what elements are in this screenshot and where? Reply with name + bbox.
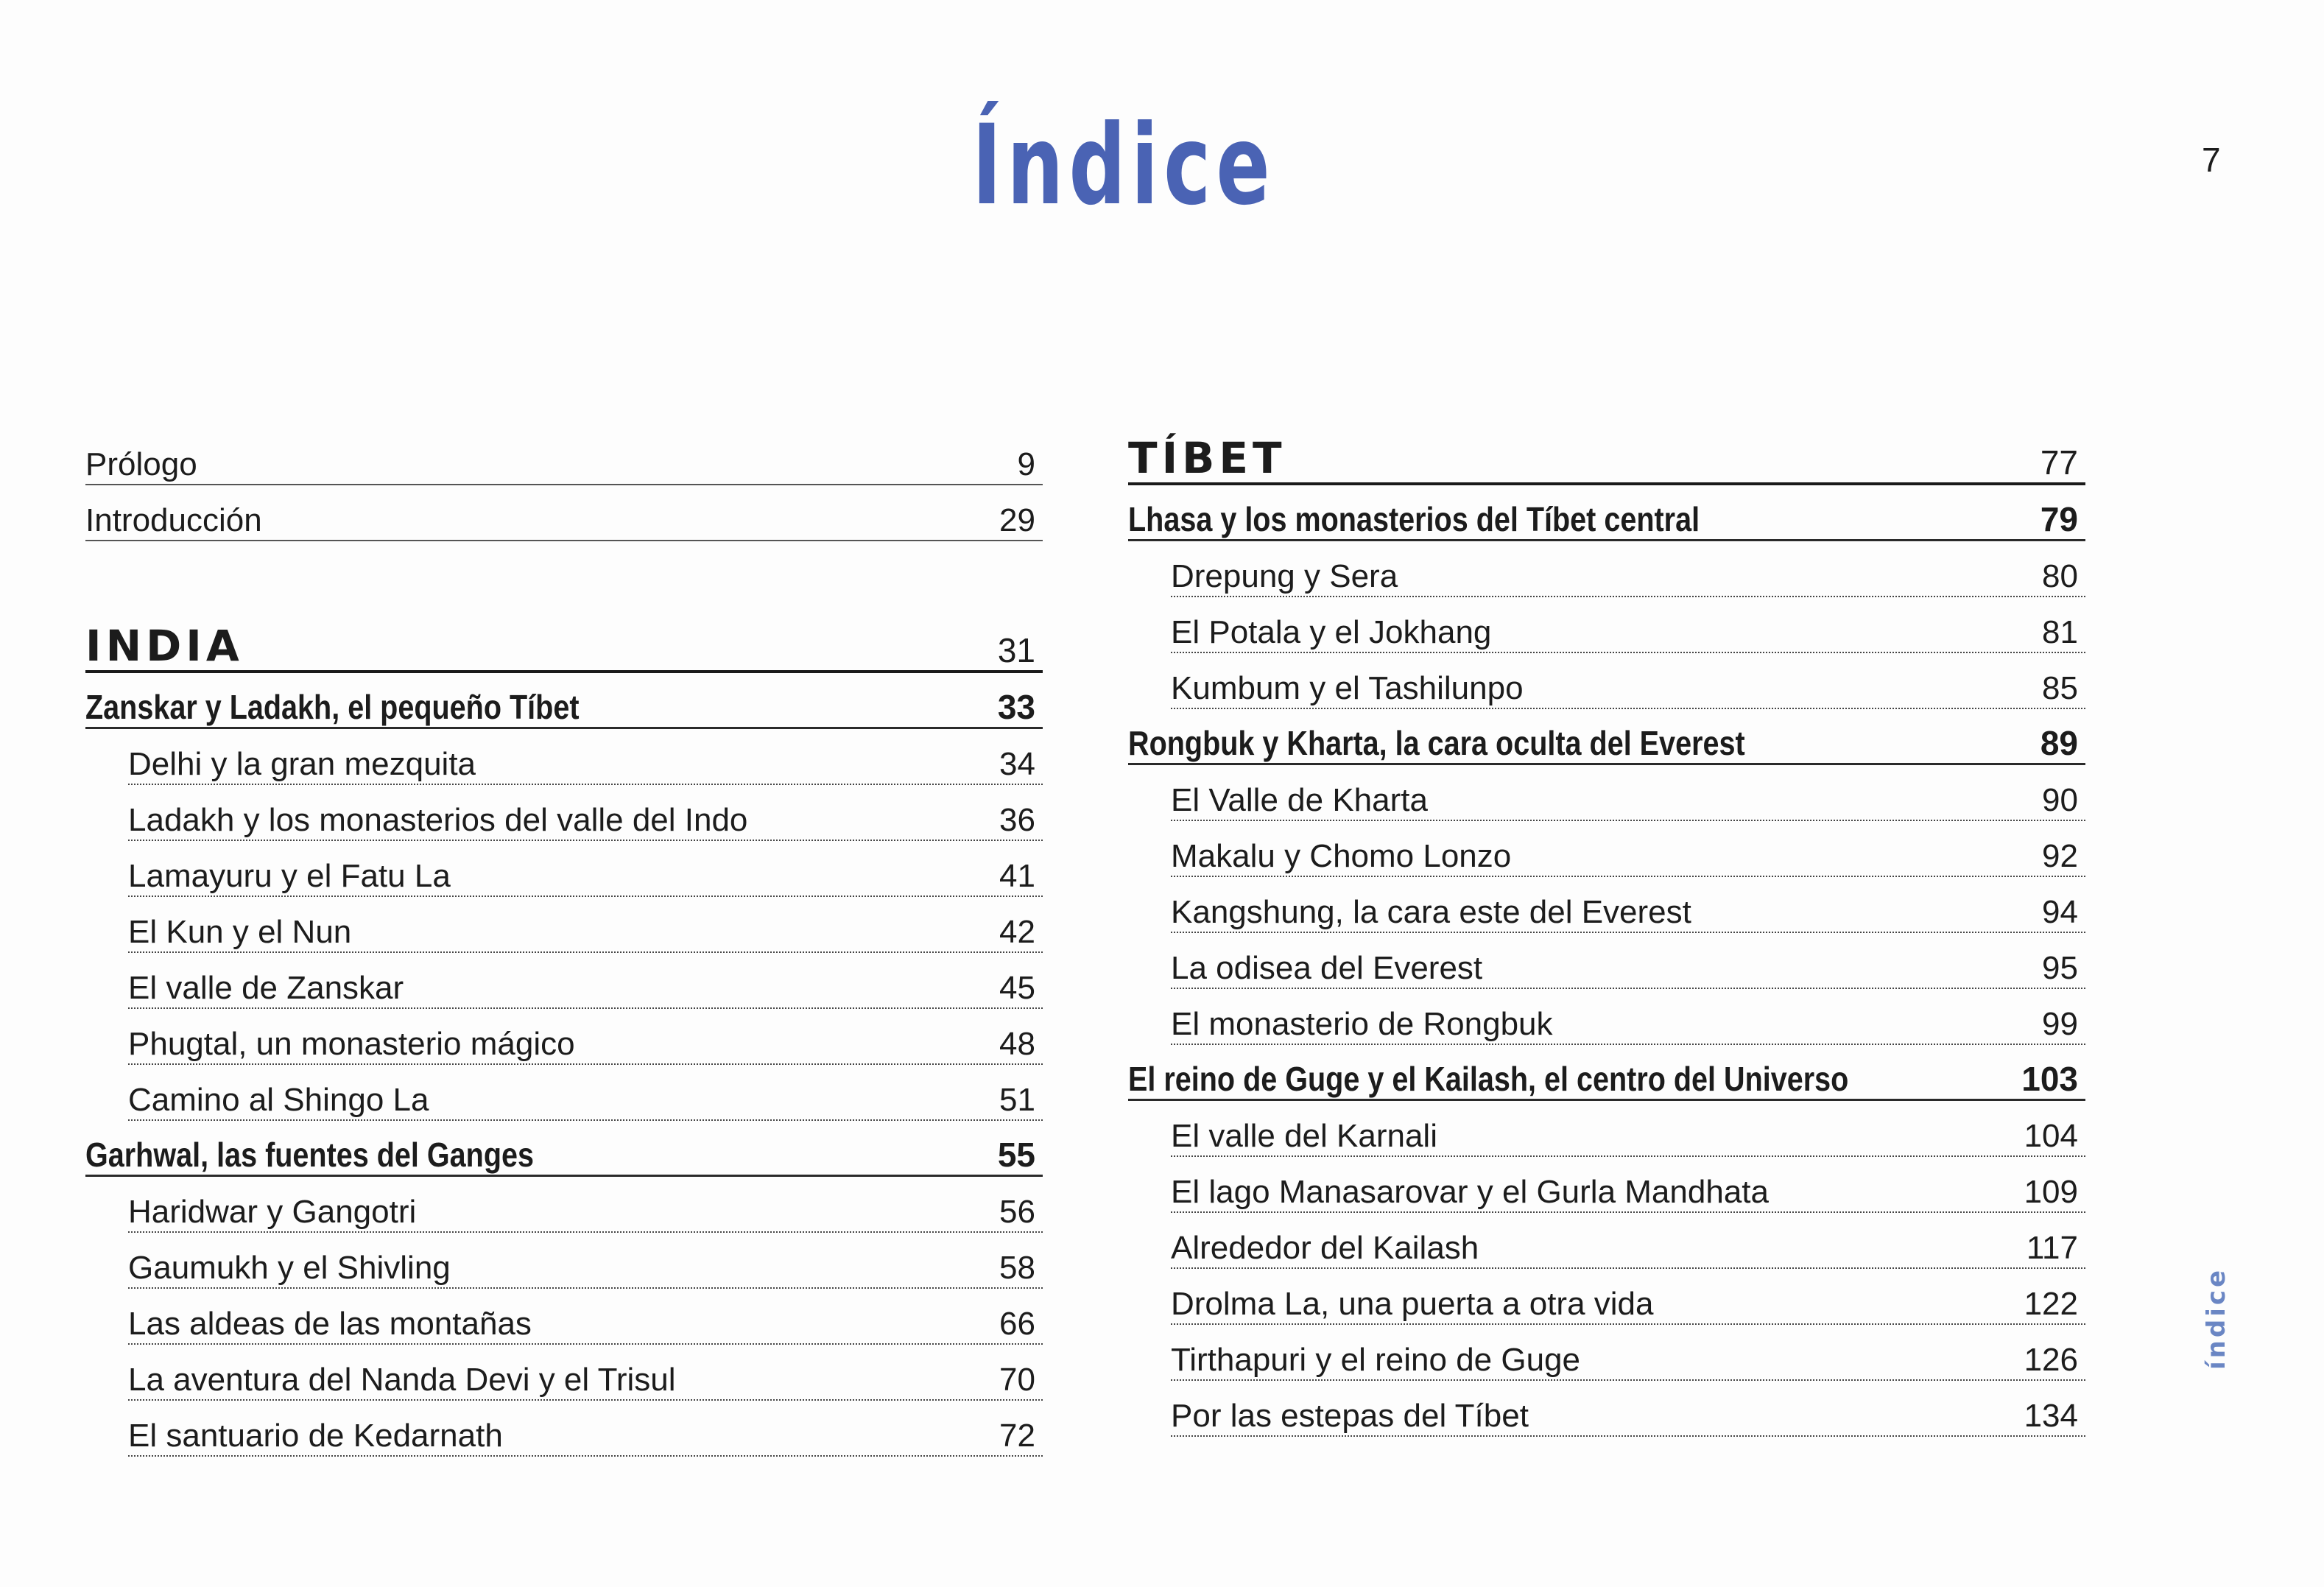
entry-title: Makalu y Chomo Lonzo <box>1171 838 1512 874</box>
entry-page: 90 <box>2042 782 2078 818</box>
entry-page: 45 <box>999 970 1035 1006</box>
page-title: Índice <box>972 102 1275 230</box>
toc-right-entries <box>1128 485 2085 1437</box>
entry-page: 33 <box>997 688 1035 726</box>
toc-entry[interactable] <box>85 429 1043 485</box>
entry-title: Kangshung, la cara este del Everest <box>1171 894 1691 930</box>
toc-subentry[interactable] <box>128 841 1043 897</box>
entry-page: 29 <box>999 502 1035 538</box>
entry-page: 51 <box>999 1082 1035 1118</box>
toc-subentry[interactable] <box>128 1345 1043 1401</box>
toc-subentry[interactable] <box>1171 1269 2085 1325</box>
toc-subentry[interactable] <box>1171 653 2085 709</box>
entry-title: Haridwar y Gangotri <box>128 1194 417 1230</box>
section-page: 31 <box>997 631 1035 669</box>
entry-page: 48 <box>999 1026 1035 1062</box>
toc-chapter-entry[interactable] <box>85 673 1043 729</box>
toc-subentry[interactable] <box>1171 821 2085 877</box>
entry-title: Prólogo <box>85 446 197 482</box>
entry-title: Lamayuru y el Fatu La <box>128 858 451 894</box>
entry-page: 117 <box>2026 1230 2078 1266</box>
toc-subentry[interactable] <box>128 897 1043 953</box>
entry-page: 79 <box>2040 500 2078 538</box>
toc-subentry[interactable] <box>1171 1325 2085 1381</box>
entry-title: Zanskar y Ladakh, el pequeño Tíbet <box>85 688 580 726</box>
entry-page: 103 <box>2021 1060 2078 1098</box>
toc-subentry[interactable] <box>128 1177 1043 1233</box>
entry-page: 134 <box>2024 1398 2078 1434</box>
entry-title: Drolma La, una puerta a otra vida <box>1171 1286 1654 1322</box>
entry-page: 92 <box>2042 838 2078 874</box>
entry-title: Por las estepas del Tíbet <box>1171 1398 1529 1434</box>
entry-title: Phugtal, un monasterio mágico <box>128 1026 575 1062</box>
entry-page: 70 <box>999 1362 1035 1398</box>
entry-page: 66 <box>999 1306 1035 1342</box>
toc-subentry[interactable] <box>128 729 1043 785</box>
side-running-label: índice <box>2202 1267 2231 1370</box>
toc-subentry[interactable] <box>1171 541 2085 597</box>
toc-subentry[interactable] <box>1171 1157 2085 1213</box>
toc-subentry[interactable] <box>128 785 1043 841</box>
entry-title: La odisea del Everest <box>1171 950 1483 986</box>
toc-subentry[interactable] <box>1171 597 2085 653</box>
toc-subentry[interactable] <box>1171 933 2085 989</box>
toc-left-entries <box>85 673 1043 1457</box>
entry-page: 34 <box>999 746 1035 782</box>
entry-title: Gaumukh y el Shivling <box>128 1250 451 1286</box>
toc-subentry[interactable] <box>1171 765 2085 821</box>
entry-title: Tirthapuri y el reino de Guge <box>1171 1342 1580 1378</box>
entry-title: Las aldeas de las montañas <box>128 1306 532 1342</box>
entry-page: 126 <box>2024 1342 2078 1378</box>
entry-page: 55 <box>997 1136 1035 1174</box>
entry-page: 72 <box>999 1418 1035 1454</box>
toc-chapter-entry[interactable] <box>1128 1045 2085 1101</box>
toc-chapter-entry[interactable] <box>85 1121 1043 1177</box>
entry-page: 58 <box>999 1250 1035 1286</box>
section-title: TÍBET <box>1128 433 1286 483</box>
entry-title: Lhasa y los monasterios del Tíbet central <box>1128 500 1700 538</box>
entry-page: 36 <box>999 802 1035 838</box>
entry-title: El Kun y el Nun <box>128 914 352 950</box>
toc-subentry[interactable] <box>1171 1101 2085 1157</box>
entry-title: Ladakh y los monasterios del valle del Indo <box>128 802 748 838</box>
entry-title: El Valle de Kharta <box>1171 782 1428 818</box>
entry-title: La aventura del Nanda Devi y el Trisul <box>128 1362 676 1398</box>
entry-page: 94 <box>2042 894 2078 930</box>
toc-subentry[interactable] <box>1171 989 2085 1045</box>
toc-subentry[interactable] <box>1171 877 2085 933</box>
entry-page: 99 <box>2042 1006 2078 1042</box>
entry-page: 81 <box>2042 614 2078 650</box>
entry-title: Rongbuk y Kharta, la cara oculta del Everest <box>1128 724 1745 762</box>
entry-page: 89 <box>2040 724 2078 762</box>
entry-title: El lago Manasarovar y el Gurla Mandhata <box>1171 1174 1769 1210</box>
toc-chapter-entry[interactable] <box>1128 709 2085 765</box>
entry-title: El Potala y el Jokhang <box>1171 614 1492 650</box>
entry-title: Delhi y la gran mezquita <box>128 746 476 782</box>
toc-section-heading[interactable] <box>1128 429 2085 485</box>
entry-title: Drepung y Sera <box>1171 558 1398 594</box>
entry-title: El santuario de Kedarnath <box>128 1418 503 1454</box>
entry-page: 42 <box>999 914 1035 950</box>
toc-subentry[interactable] <box>128 1233 1043 1289</box>
toc-subentry[interactable] <box>128 1065 1043 1121</box>
toc-subentry[interactable] <box>128 1009 1043 1065</box>
toc-entry[interactable] <box>85 485 1043 541</box>
section-page: 77 <box>2040 443 2078 482</box>
entry-title: Camino al Shingo La <box>128 1082 429 1118</box>
toc-subentry[interactable] <box>1171 1381 2085 1437</box>
page-number: 7 <box>2202 141 2221 179</box>
entry-page: 9 <box>1017 446 1035 482</box>
toc-section-heading[interactable] <box>85 617 1043 673</box>
entry-page: 95 <box>2042 950 2078 986</box>
entry-title: El monasterio de Rongbuk <box>1171 1006 1553 1042</box>
entry-page: 41 <box>999 858 1035 894</box>
entry-title: Kumbum y el Tashilunpo <box>1171 670 1524 706</box>
toc-left-column <box>85 429 1043 1457</box>
entry-page: 104 <box>2024 1118 2078 1154</box>
entry-title: Garhwal, las fuentes del Ganges <box>85 1136 535 1174</box>
entry-page: 109 <box>2024 1174 2078 1210</box>
toc-subentry[interactable] <box>128 1289 1043 1345</box>
entry-title: El valle del Karnali <box>1171 1118 1437 1154</box>
toc-chapter-entry[interactable] <box>1128 485 2085 541</box>
entry-title: Alrededor del Kailash <box>1171 1230 1479 1266</box>
entry-title: El valle de Zanskar <box>128 970 404 1006</box>
toc-subentry[interactable] <box>1171 1213 2085 1269</box>
entry-page: 80 <box>2042 558 2078 594</box>
entry-page: 122 <box>2024 1286 2078 1322</box>
entry-title: El reino de Guge y el Kailash, el centro del Universo <box>1128 1060 1849 1098</box>
toc-subentry[interactable] <box>128 1401 1043 1457</box>
section-title: INDIA <box>85 621 244 671</box>
entry-page: 85 <box>2042 670 2078 706</box>
entry-page: 56 <box>999 1194 1035 1230</box>
toc-subentry[interactable] <box>128 953 1043 1009</box>
entry-title: Introducción <box>85 502 262 538</box>
toc-right-column <box>1128 429 2085 1437</box>
